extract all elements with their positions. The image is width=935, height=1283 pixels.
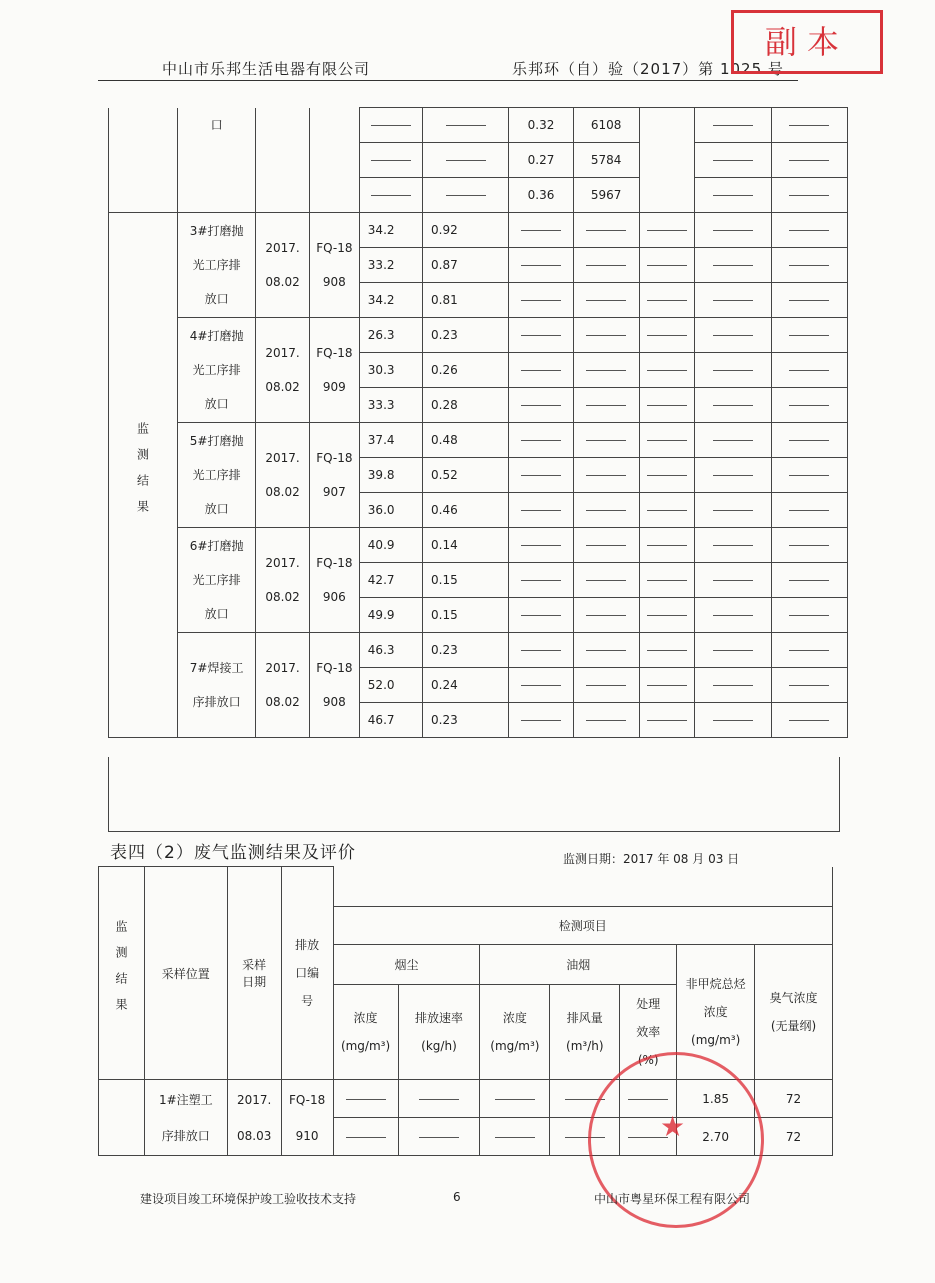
value-cell: 0.36: [509, 178, 573, 213]
code-cell: FQ-18 908: [309, 213, 359, 318]
value-cell: 39.8: [359, 458, 422, 493]
value-cell: 0.46: [423, 493, 509, 528]
dash-mark: [713, 230, 753, 231]
dash-mark: [586, 230, 626, 231]
value-cell: 34.2: [359, 283, 422, 318]
dash-mark: [713, 545, 753, 546]
dash-mark: [521, 405, 561, 406]
dash-mark: [521, 615, 561, 616]
dash-mark: [586, 370, 626, 371]
dash-mark: [586, 405, 626, 406]
header-oil: 油烟: [480, 945, 677, 985]
value-cell: 0.87: [423, 248, 509, 283]
blank-band: [108, 757, 840, 832]
dash-mark: [521, 230, 561, 231]
code-cell: FQ-18 909: [309, 318, 359, 423]
dash-mark: [789, 545, 829, 546]
value-cell: 0.28: [423, 388, 509, 423]
copy-stamp: 副本: [731, 10, 883, 74]
value-cell: 46.3: [359, 633, 422, 668]
value-cell: 0.48: [423, 423, 509, 458]
value-cell: 5967: [573, 178, 639, 213]
dash-mark: [521, 440, 561, 441]
footer-right: 中山市粤星环保工程有限公司: [594, 1192, 751, 1206]
header-date: 采样日期: [227, 867, 281, 1080]
side-label: 监测结果: [109, 213, 178, 738]
value-cell: 5784: [573, 143, 639, 178]
dash-mark: [446, 160, 486, 161]
value-cell: 0.23: [423, 318, 509, 353]
value-cell: 0.23: [423, 633, 509, 668]
location-cell: 6#打磨抛 光工序排 放口: [178, 528, 256, 633]
dash-mark: [789, 650, 829, 651]
dash-mark: [371, 160, 411, 161]
header-dust: 烟尘: [333, 945, 480, 985]
value-cell: 40.9: [359, 528, 422, 563]
dash-mark: [521, 580, 561, 581]
dash-mark: [789, 370, 829, 371]
dash-mark: [713, 370, 753, 371]
row-date: 2017. 08.03: [227, 1080, 281, 1156]
dash-mark: [789, 195, 829, 196]
dash-cell: [398, 1118, 480, 1156]
header-rule: [98, 80, 798, 81]
dash-mark: [789, 265, 829, 266]
value-cell: 0.32: [509, 108, 573, 143]
dash-mark: [713, 195, 753, 196]
header-items: 检测项目: [333, 907, 832, 945]
monitoring-table-1: [108, 107, 848, 738]
dash-mark: [586, 685, 626, 686]
odor-value: 72: [755, 1118, 833, 1156]
dash-mark: [713, 125, 753, 126]
header-oil-eff: 处理效率 (%): [620, 985, 677, 1080]
dash-mark: [789, 580, 829, 581]
dash-mark: [586, 650, 626, 651]
value-cell: 0.81: [423, 283, 509, 318]
dash-mark: [586, 475, 626, 476]
odor-value: 72: [755, 1080, 833, 1118]
value-cell: 30.3: [359, 353, 422, 388]
value-cell: 0.24: [423, 668, 509, 703]
location-cell: 7#焊接工 序排放口: [178, 633, 256, 738]
code-cell: FQ-18 908: [309, 633, 359, 738]
dash-mark: [521, 370, 561, 371]
table-row: [109, 528, 848, 563]
dash-mark: [713, 650, 753, 651]
footer-left: 建设项目竣工环境保护竣工验收技术支持: [140, 1192, 357, 1206]
header-dust-rate: 排放速率 (kg/h): [398, 985, 480, 1080]
dash-mark: [586, 265, 626, 266]
dash-mark: [713, 510, 753, 511]
dash-mark: [713, 580, 753, 581]
dash-mark: [647, 230, 687, 231]
value-cell: 6108: [573, 108, 639, 143]
dash-mark: [789, 685, 829, 686]
dash-mark: [647, 615, 687, 616]
code-cell: FQ-18 906: [309, 528, 359, 633]
dash-mark: [371, 195, 411, 196]
table-row: [109, 213, 848, 248]
dash-cell: [480, 1080, 550, 1118]
row-code: FQ-18 910: [281, 1080, 333, 1156]
dash-mark: [713, 475, 753, 476]
dash-mark: [789, 405, 829, 406]
date-cell: 2017. 08.02: [256, 528, 310, 633]
dash-mark: [521, 335, 561, 336]
value-cell: 33.3: [359, 388, 422, 423]
header-oil-air: 排风量 (m³/h): [550, 985, 620, 1080]
dash-mark: [586, 300, 626, 301]
value-cell: 52.0: [359, 668, 422, 703]
location-cell: 3#打磨抛 光工序排 放口: [178, 213, 256, 318]
header-odor: 臭气浓度 (无量纲): [755, 945, 833, 1080]
dash-mark: [521, 510, 561, 511]
side-label: 监测结果: [99, 867, 145, 1080]
dash-mark: [586, 335, 626, 336]
value-cell: 33.2: [359, 248, 422, 283]
value-cell: 42.7: [359, 563, 422, 598]
dash-mark: [713, 300, 753, 301]
dash-mark: [647, 720, 687, 721]
dash-mark: [371, 125, 411, 126]
dash-mark: [789, 615, 829, 616]
dash-mark: [586, 440, 626, 441]
value-cell: 49.9: [359, 598, 422, 633]
dash-cell: [333, 1080, 398, 1118]
table-row: [109, 108, 848, 143]
value-cell: 0.92: [423, 213, 509, 248]
dash-mark: [789, 720, 829, 721]
table-row: [109, 423, 848, 458]
page-number: 6: [453, 1190, 461, 1204]
company-name: 中山市乐邦生活电器有限公司: [162, 60, 371, 78]
dash-mark: [713, 265, 753, 266]
value-cell: 26.3: [359, 318, 422, 353]
location-cell: 5#打磨抛 光工序排 放口: [178, 423, 256, 528]
dash-mark: [647, 335, 687, 336]
dash-mark: [713, 160, 753, 161]
dash-mark: [713, 685, 753, 686]
location-cell: 4#打磨抛 光工序排 放口: [178, 318, 256, 423]
date-cell: 2017. 08.02: [256, 423, 310, 528]
dash-mark: [647, 475, 687, 476]
dash-mark: [713, 440, 753, 441]
dash-mark: [647, 300, 687, 301]
date-cell: 2017. 08.02: [256, 213, 310, 318]
dash-mark: [713, 615, 753, 616]
dash-cell: [333, 1118, 398, 1156]
code-cell: FQ-18 907: [309, 423, 359, 528]
value-cell: 46.7: [359, 703, 422, 738]
value-cell: 0.14: [423, 528, 509, 563]
dash-mark: [521, 685, 561, 686]
table-row: [109, 633, 848, 668]
dash-mark: [789, 475, 829, 476]
value-cell: 0.27: [509, 143, 573, 178]
dash-mark: [521, 650, 561, 651]
dash-mark: [789, 300, 829, 301]
header-nmhc: 非甲烷总烃浓度 (mg/m³): [677, 945, 755, 1080]
dash-mark: [586, 545, 626, 546]
dash-mark: [713, 405, 753, 406]
header-location: 采样位置: [144, 867, 227, 1080]
dash-mark: [789, 230, 829, 231]
seal-star-icon: ★: [660, 1110, 686, 1143]
table-title: 表四（2）废气监测结果及评价: [110, 843, 356, 863]
dash-mark: [647, 265, 687, 266]
dash-mark: [647, 650, 687, 651]
dash-mark: [789, 440, 829, 441]
dash-mark: [713, 335, 753, 336]
dash-mark: [647, 580, 687, 581]
dash-mark: [521, 720, 561, 721]
value-cell: 36.0: [359, 493, 422, 528]
dash-mark: [647, 685, 687, 686]
dash-mark: [647, 405, 687, 406]
dash-cell: [398, 1080, 480, 1118]
dash-mark: [446, 195, 486, 196]
dash-mark: [789, 160, 829, 161]
dash-mark: [789, 335, 829, 336]
dash-cell: [480, 1118, 550, 1156]
row-location: 1#注塑工 序排放口: [144, 1080, 227, 1156]
value-cell: 0.15: [423, 598, 509, 633]
header-dust-conc: 浓度 (mg/m³): [333, 985, 398, 1080]
value-cell: 0.26: [423, 353, 509, 388]
dash-mark: [647, 370, 687, 371]
dash-mark: [647, 545, 687, 546]
header-code: 排放口编号: [281, 867, 333, 1080]
value-cell: 37.4: [359, 423, 422, 458]
dash-mark: [713, 720, 753, 721]
dash-mark: [789, 510, 829, 511]
dash-mark: [647, 510, 687, 511]
dash-mark: [521, 265, 561, 266]
dash-mark: [586, 720, 626, 721]
location-cell: 口: [178, 108, 256, 213]
date-cell: 2017. 08.02: [256, 633, 310, 738]
date-cell: 2017. 08.02: [256, 318, 310, 423]
dash-mark: [586, 510, 626, 511]
nmhc-value: 2.70: [677, 1118, 755, 1156]
dash-mark: [521, 545, 561, 546]
value-cell: 0.15: [423, 563, 509, 598]
report-number: 乐邦环（自）验（2017）第 1025 号: [512, 60, 784, 78]
dash-mark: [446, 125, 486, 126]
dash-mark: [586, 580, 626, 581]
nmhc-value: 1.85: [677, 1080, 755, 1118]
table-row: [109, 318, 848, 353]
dash-mark: [586, 615, 626, 616]
value-cell: 0.52: [423, 458, 509, 493]
header-oil-conc: 浓度 (mg/m³): [480, 985, 550, 1080]
dash-mark: [647, 440, 687, 441]
dash-mark: [521, 475, 561, 476]
dash-mark: [521, 300, 561, 301]
value-cell: 0.23: [423, 703, 509, 738]
monitor-date: 监测日期：2017 年 08 月 03 日: [563, 852, 740, 866]
value-cell: 34.2: [359, 213, 422, 248]
dash-mark: [789, 125, 829, 126]
